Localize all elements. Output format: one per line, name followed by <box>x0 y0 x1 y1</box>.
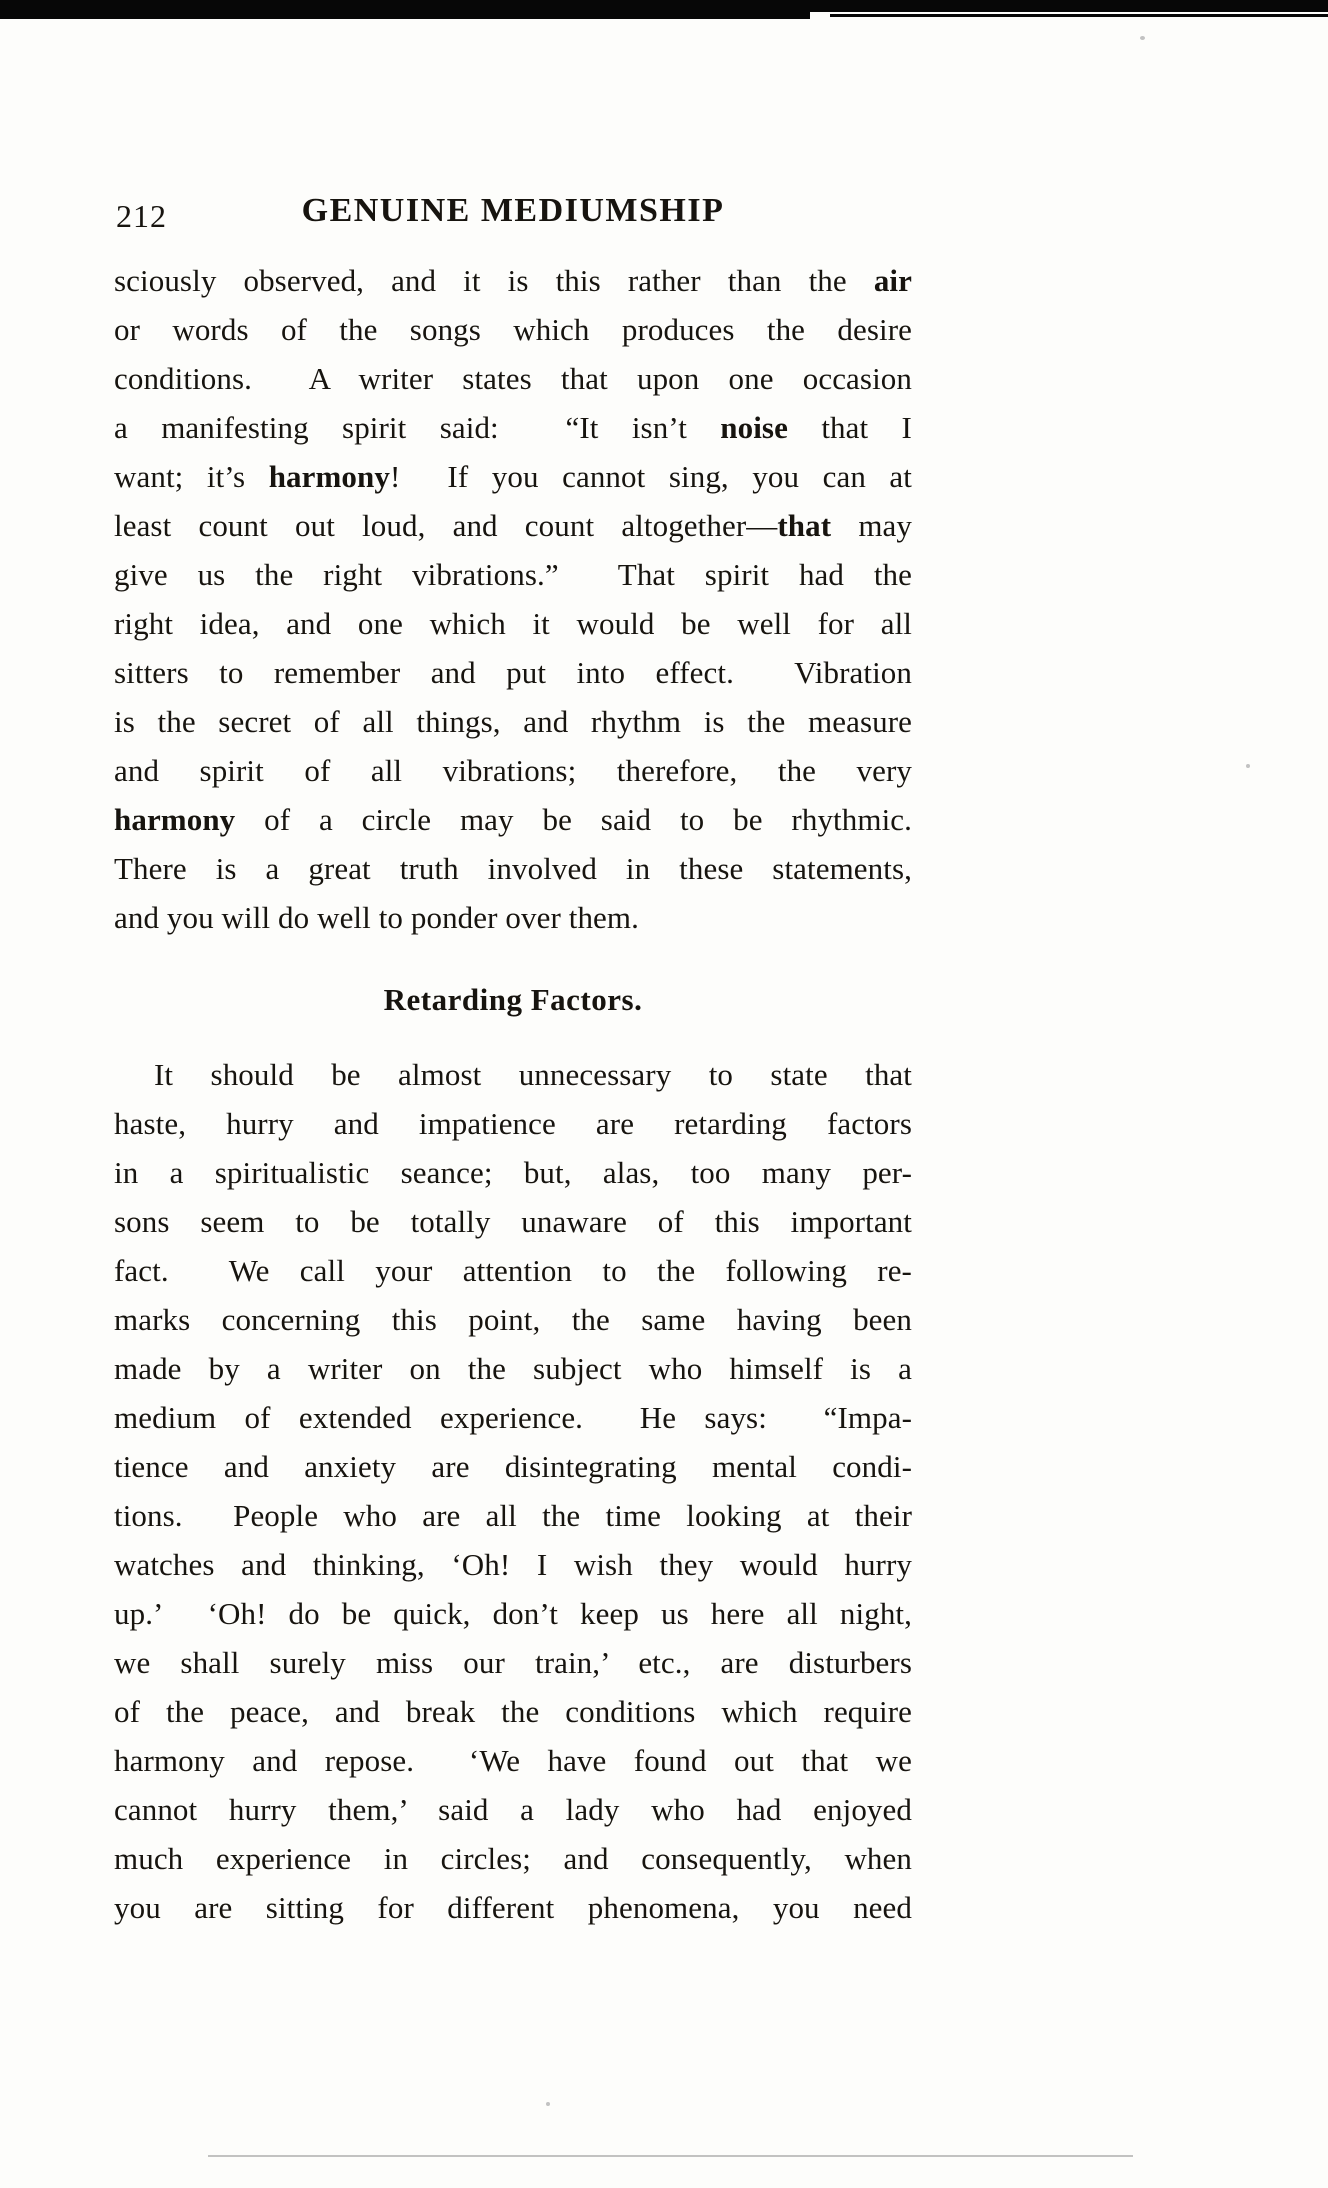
text-line: sitters to remember and put into effect. Vibration <box>114 655 912 690</box>
text-line: sciously observed, and it is this rather than the air <box>114 263 912 298</box>
text-line: is the secret of all things, and rhythm is the measure <box>114 704 912 739</box>
text-line: marks concerning this point, the same having been <box>114 1302 912 1337</box>
page-number: 212 <box>116 198 167 234</box>
scan-speck <box>1140 36 1145 40</box>
paragraph <box>114 1050 912 1932</box>
running-title: GENUINE MEDIUMSHIP <box>301 192 725 229</box>
text-line: and spirit of all vibrations; therefore, the very <box>114 753 912 788</box>
section-heading: Retarding Factors. <box>383 982 643 1017</box>
text-line: sons seem to be totally unaware of this important <box>114 1204 912 1239</box>
text-line: of the peace, and break the conditions which require <box>114 1694 912 1729</box>
text-line: you are sitting for different phenomena, you need <box>114 1890 912 1925</box>
text-line: harmony and repose. ‘We have found out that we <box>114 1743 912 1778</box>
text-line: There is a great truth involved in these statements, <box>114 851 912 886</box>
text-line: and you will do well to ponder over them. <box>114 900 639 935</box>
text-line: harmony of a circle may be said to be rhythmic. <box>114 802 912 837</box>
text-line: cannot hurry them,’ said a lady who had enjoyed <box>114 1792 912 1827</box>
text-line: we shall surely miss our train,’ etc., are disturbers <box>114 1645 912 1680</box>
text-line: conditions. A writer states that upon one occasion <box>114 361 912 396</box>
text-line: medium of extended experience. He says: “Impa- <box>114 1400 912 1435</box>
page-body <box>114 256 912 1932</box>
scan-speck <box>1246 764 1250 768</box>
scan-artifact-bottom-line <box>208 2155 1133 2157</box>
text-line: made by a writer on the subject who himself is a <box>114 1351 912 1386</box>
text-line: up.’ ‘Oh! do be quick, don’t keep us here all night, <box>114 1596 912 1631</box>
text-line: in a spiritualistic seance; but, alas, too many per- <box>114 1155 912 1190</box>
text-line: right idea, and one which it would be well for all <box>114 606 912 641</box>
scan-artifact-top-bar-right <box>830 14 1328 17</box>
text-line: fact. We call your attention to the following re- <box>114 1253 912 1288</box>
paragraph <box>114 256 912 942</box>
page-header <box>114 192 912 244</box>
text-column <box>114 192 912 1932</box>
text-line: watches and thinking, ‘Oh! I wish they would hurry <box>114 1547 912 1582</box>
text-line: give us the right vibrations.” That spirit had the <box>114 557 912 592</box>
text-line: much experience in circles; and consequently, when <box>114 1841 912 1876</box>
text-line: haste, hurry and impatience are retarding factors <box>114 1106 912 1141</box>
text-line: or words of the songs which produces the desire <box>114 312 912 347</box>
text-line: a manifesting spirit said: “It isn’t noise that I <box>114 410 912 445</box>
text-line: least count out loud, and count altogether—that may <box>114 508 912 543</box>
scan-speck <box>546 2102 550 2106</box>
scan-artifact-top-bar-left <box>0 12 810 19</box>
text-line: tions. People who are all the time looking at their <box>114 1498 912 1533</box>
scan-artifact-top-bar <box>0 0 1328 12</box>
text-line: tience and anxiety are disintegrating mental condi- <box>114 1449 912 1484</box>
text-line: It should be almost unnecessary to state that <box>154 1057 912 1092</box>
text-line: want; it’s harmony! If you cannot sing, you can at <box>114 459 912 494</box>
